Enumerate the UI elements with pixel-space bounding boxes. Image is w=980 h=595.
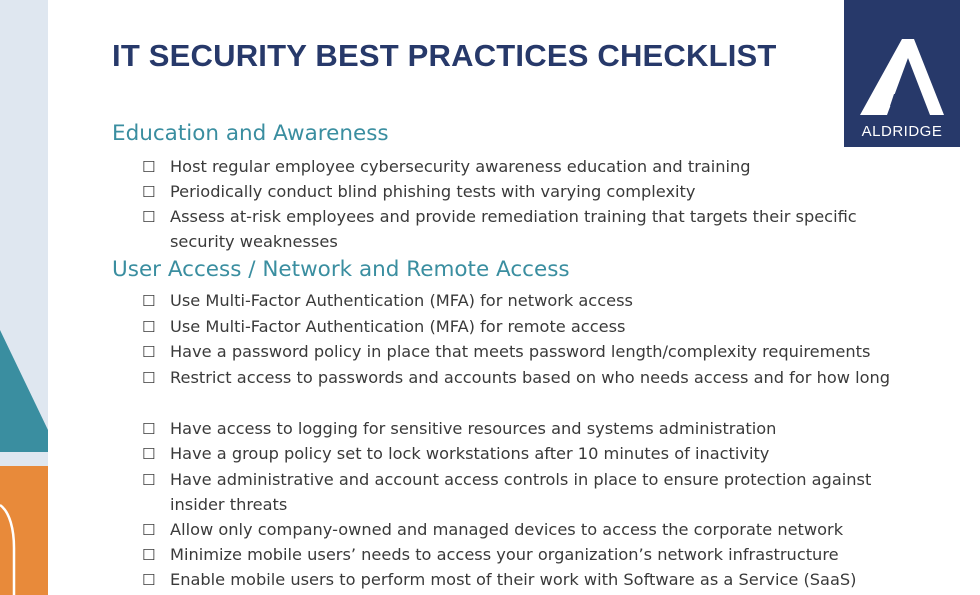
- checklist-item-text: Allow only company-owned and managed devices to access the corporate network: [170, 520, 844, 539]
- checklist-item: [142, 416, 912, 441]
- checkbox-icon[interactable]: ☐: [142, 420, 156, 438]
- checkbox-icon[interactable]: ☐: [142, 292, 156, 310]
- checklist-item: [142, 467, 912, 518]
- sidebar-shapes: [0, 0, 48, 595]
- checklist-item: [142, 288, 912, 313]
- checklist-item-text: Have a password policy in place that meets password length/complexity requirements: [170, 342, 871, 361]
- section-heading-education: Education and Awareness: [112, 121, 389, 146]
- checkbox-icon[interactable]: ☐: [142, 343, 156, 361]
- checkbox-icon[interactable]: ☐: [142, 318, 156, 336]
- checklist-item: [142, 314, 912, 339]
- sidebar-orange-block: [0, 466, 48, 595]
- checklist-item-text: Have administrative and account access controls in place to ensure protection against insider threats: [170, 470, 872, 515]
- checklist-item-text: Restrict access to passwords and accounts based on who needs access and for how long: [170, 368, 891, 387]
- checklist-item: [142, 204, 912, 255]
- checklist-item-text: Minimize mobile users’ needs to access your organization’s network infrastructure: [170, 545, 839, 564]
- page-title: IT SECURITY BEST PRACTICES CHECKLIST: [112, 38, 777, 73]
- checkbox-icon[interactable]: ☐: [142, 183, 156, 201]
- aldridge-logo: [844, 0, 960, 147]
- checkbox-icon[interactable]: ☐: [142, 521, 156, 539]
- checkbox-icon[interactable]: ☐: [142, 369, 156, 387]
- checklist-item: [142, 542, 912, 567]
- checklist-item: [142, 517, 912, 542]
- checklist-item: [142, 567, 912, 592]
- aldridge-a-mark-icon: [858, 36, 946, 118]
- checklist-item-text: Periodically conduct blind phishing tests with varying complexity: [170, 182, 696, 201]
- checklist-item: [142, 179, 912, 204]
- sidebar-teal-shape: [0, 330, 48, 452]
- decorative-sidebar: [0, 0, 48, 595]
- checkbox-icon[interactable]: ☐: [142, 208, 156, 226]
- logo-wordmark: ALDRIDGE: [861, 123, 943, 140]
- checklist-item-text: Enable mobile users to perform most of their work with Software as a Service (SaaS): [170, 570, 857, 589]
- checkbox-icon[interactable]: ☐: [142, 571, 156, 589]
- section-heading-user-access: User Access / Network and Remote Access: [112, 257, 570, 282]
- checklist-item-text: Have access to logging for sensitive resources and systems administration: [170, 419, 777, 438]
- checkbox-icon[interactable]: ☐: [142, 546, 156, 564]
- checklist-item: [142, 154, 912, 179]
- checklist-item: [142, 441, 912, 466]
- checkbox-icon[interactable]: ☐: [142, 158, 156, 176]
- checklist-item-text: Assess at-risk employees and provide remediation training that targets their specific security weaknesses: [170, 207, 857, 252]
- checkbox-icon[interactable]: ☐: [142, 445, 156, 463]
- checklist-item-text: Host regular employee cybersecurity awareness education and training: [170, 157, 751, 176]
- checklist-item-text: Use Multi-Factor Authentication (MFA) for remote access: [170, 317, 626, 336]
- checklist-item: [142, 365, 912, 390]
- checklist-item-text: Use Multi-Factor Authentication (MFA) for network access: [170, 291, 633, 310]
- checklist-item: [142, 339, 912, 364]
- checklist-item-text: Have a group policy set to lock workstations after 10 minutes of inactivity: [170, 444, 770, 463]
- checkbox-icon[interactable]: ☐: [142, 471, 156, 489]
